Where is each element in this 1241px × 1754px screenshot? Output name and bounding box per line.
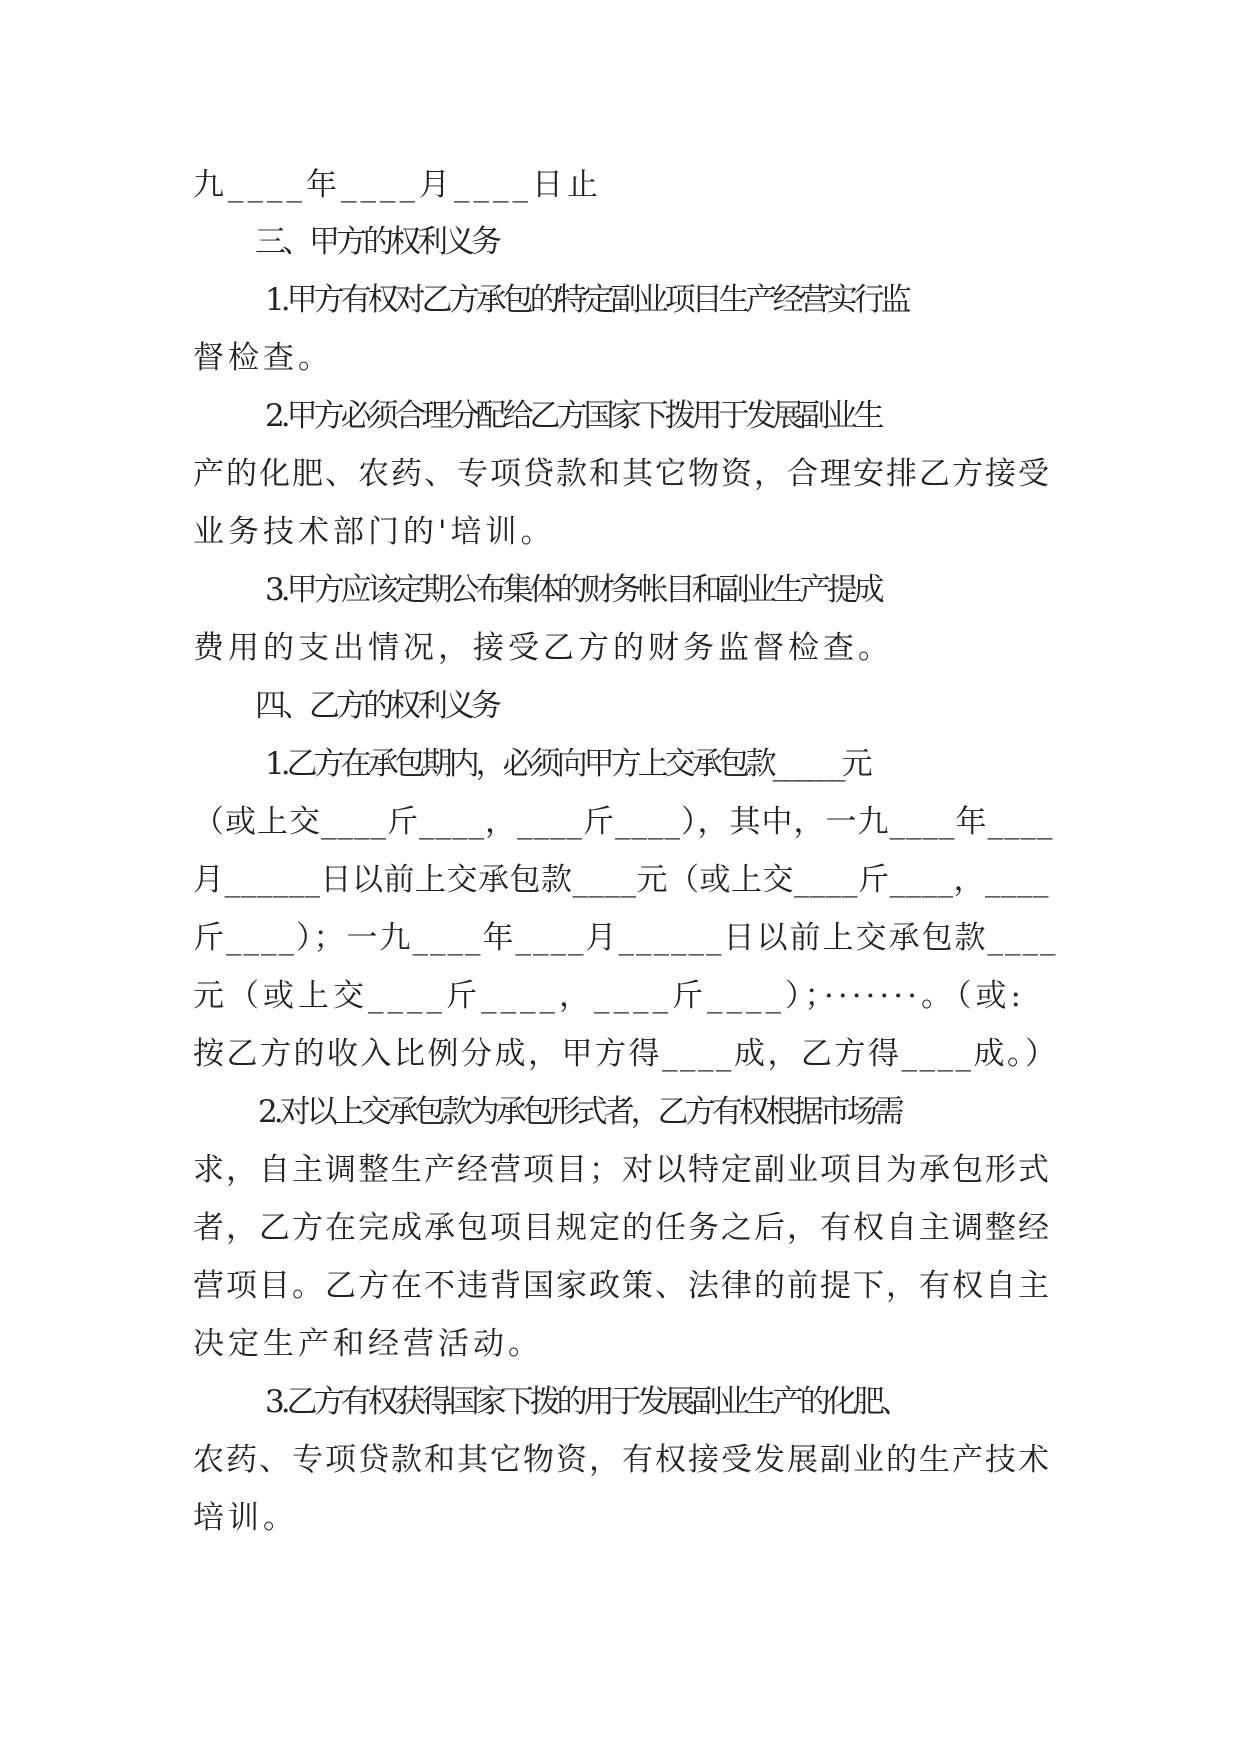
text-line: 培训。 — [193, 1500, 298, 1536]
section-heading: 四、乙方的权利义务 — [255, 688, 498, 724]
text-line: 元（或上交____斤____，____斤____）；·······。（或: — [193, 978, 1025, 1014]
text-line: 2.对以上交承包款为承包形式者，乙方有权根据市场需 — [258, 1094, 901, 1130]
text-line: 按乙方的收入比例分成，甲方得____成，乙方得____成。） — [193, 1036, 1059, 1072]
text-line: 3.乙方有权获得国家下拨的用于发展副业生产的化肥、 — [265, 1384, 908, 1420]
text-line: 决定生产和经营活动。 — [193, 1326, 543, 1362]
text-line: 3.甲方应该定期公布集体的财务帐目和副业生产提成 — [265, 572, 881, 608]
text-line: 业务技术部门的'培训。 — [193, 514, 556, 550]
text-line: 农药、专项贷款和其它物资，有权接受发展副业的生产技术 — [193, 1442, 1051, 1478]
text-line: 1.甲方有权对乙方承包的特定副业项目生产经营实行监 — [265, 282, 908, 318]
section-heading: 三、甲方的权利义务 — [255, 224, 498, 260]
text-line: （或上交____斤____，____斤____），其中，一九____年____ — [193, 804, 1054, 840]
text-line: 九____年____月____日止 — [193, 167, 602, 203]
text-line: 求，自主调整生产经营项目；对以特定副业项目为承包形式 — [193, 1152, 1051, 1188]
text-line: 督检查。 — [193, 340, 333, 376]
text-line: 产的化肥、农药、专项贷款和其它物资，合理安排乙方接受 — [193, 456, 1051, 492]
text-line: 1.乙方在承包期内，必须向甲方上交承包款______元 — [265, 746, 869, 782]
text-line: 月______日以前上交承包款____元（或上交____斤____，____ — [193, 862, 1049, 898]
text-line: 营项目。乙方在不违背国家政策、法律的前提下，有权自主 — [193, 1268, 1051, 1304]
text-line: 费用的支出情况，接受乙方的财务监督检查。 — [193, 630, 893, 666]
text-line: 者，乙方在完成承包项目规定的任务之后，有权自主调整经 — [193, 1210, 1051, 1246]
text-line: 2.甲方必须合理分配给乙方国家下拨用于发展副业生 — [265, 398, 881, 434]
text-line: 斤____）；一九____年____月______日以前上交承包款____ — [193, 920, 1058, 956]
